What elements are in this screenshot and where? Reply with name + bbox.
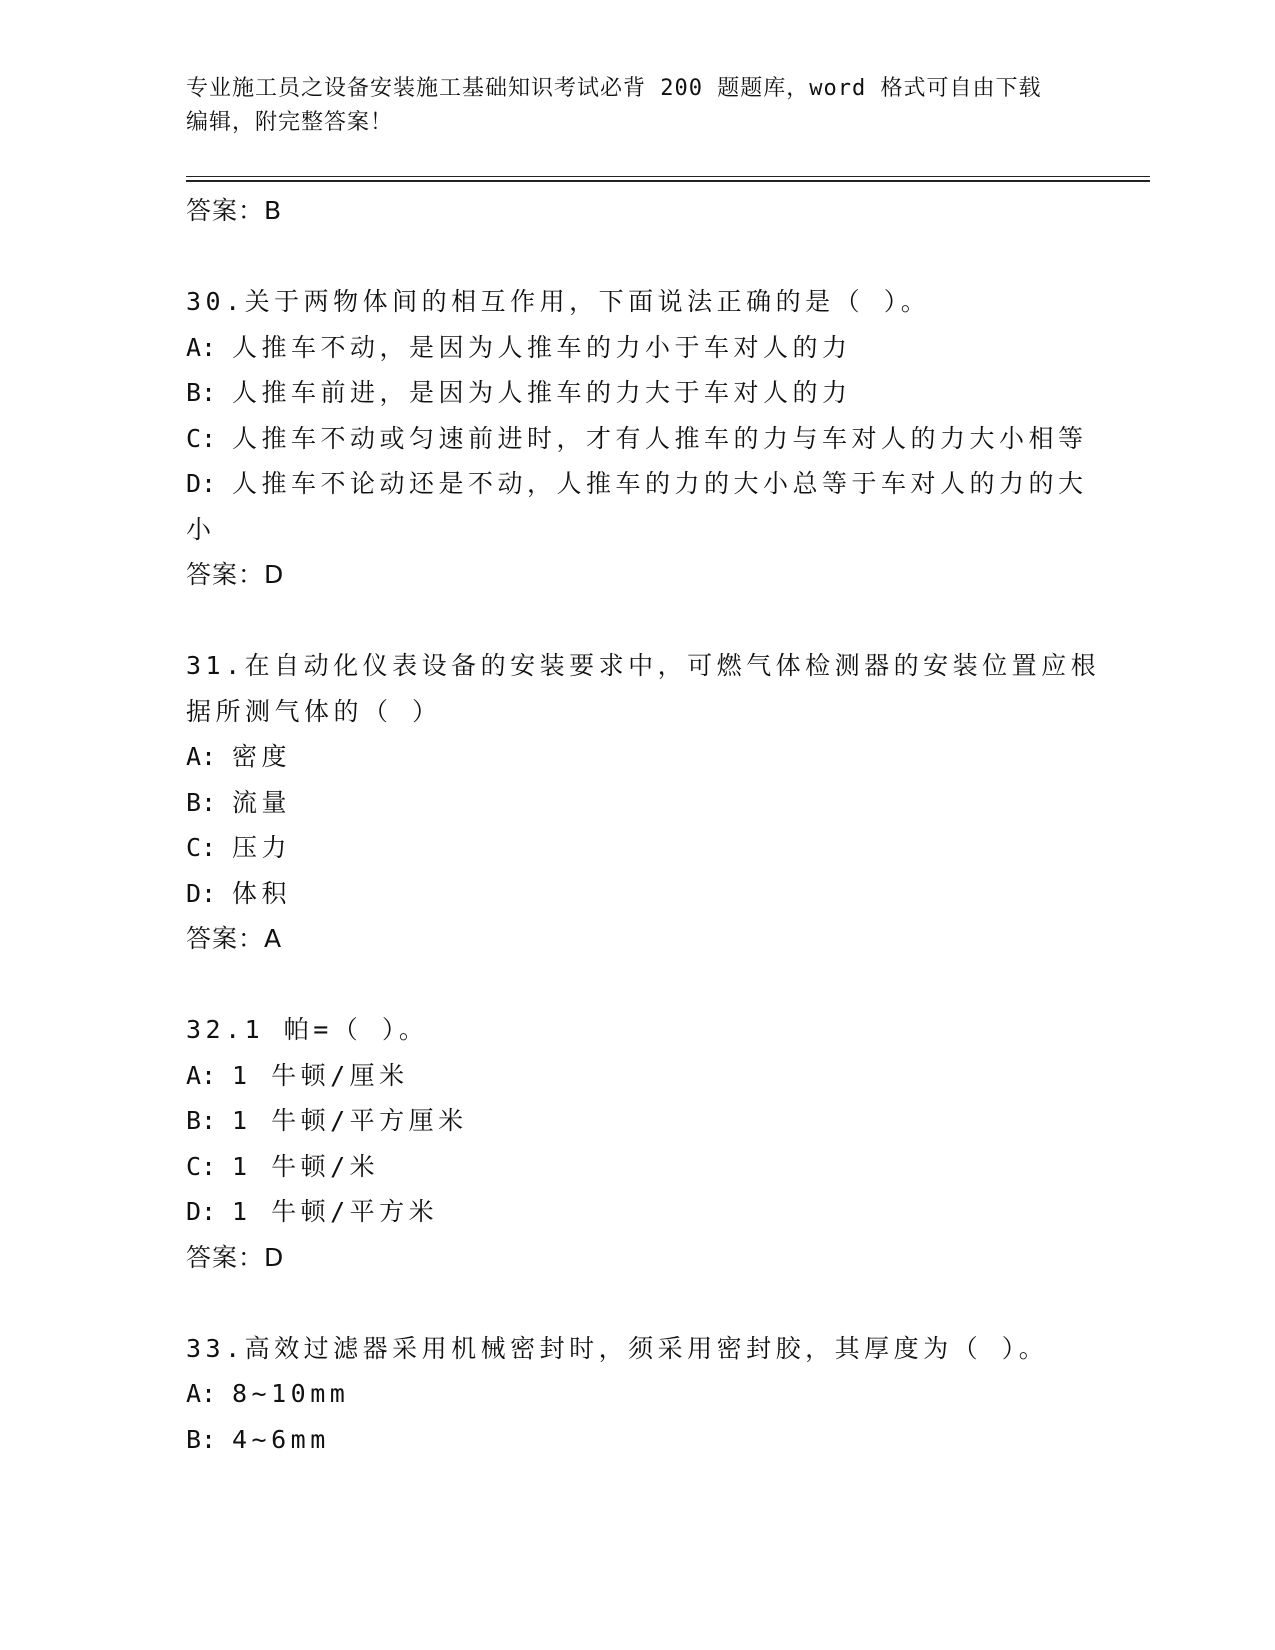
answer-text: 答案：B xyxy=(186,196,283,225)
option-d xyxy=(186,871,1076,917)
question-stem: 33.高效过滤器采用机械密封时，须采用密封胶，其厚度为（ ）。 xyxy=(186,1333,1049,1363)
option-c xyxy=(186,416,1088,462)
question-31 xyxy=(186,643,1101,962)
option-label: A: xyxy=(186,1379,217,1408)
option-text: 4~6mm xyxy=(232,1424,330,1454)
option-label: A: xyxy=(186,1060,217,1090)
option-c xyxy=(186,825,1076,871)
question-32 xyxy=(186,1007,1076,1280)
option-text: 压力 xyxy=(232,833,292,862)
answer-text: 答案：D xyxy=(186,1242,285,1272)
option-label: C: xyxy=(186,1151,217,1181)
question-33 xyxy=(186,1326,1076,1463)
option-text: 1 牛顿/米 xyxy=(232,1151,380,1181)
option-label: C: xyxy=(186,423,217,453)
question-stem: 32.1 帕=（ ）。 xyxy=(186,1015,429,1044)
option-b xyxy=(186,780,1076,826)
option-text: 密度 xyxy=(232,742,292,771)
question-stem-line-1: 31.在自动化仪表设备的安装要求中，可燃气体检测器的安装位置应根 xyxy=(186,651,1101,680)
option-text: 人推车不动，是因为人推车的力小于车对人的力 xyxy=(232,332,852,362)
option-a xyxy=(186,1053,1076,1099)
option-label: D: xyxy=(186,1197,217,1226)
option-text: 1 牛顿/平方厘米 xyxy=(232,1106,468,1135)
option-b xyxy=(186,1098,1076,1144)
option-label: B: xyxy=(186,1106,217,1135)
answer-text: 答案：A xyxy=(186,924,283,953)
option-a xyxy=(186,734,1076,780)
option-label: D: xyxy=(186,469,217,498)
option-text: 人推车不论动还是不动，人推车的力的大小总等于车对人的力的大 xyxy=(232,469,1088,498)
option-label: B: xyxy=(186,1424,217,1454)
option-c xyxy=(186,1144,1076,1190)
option-text: 人推车前进，是因为人推车的力大于车对人的力 xyxy=(232,378,852,407)
header-line-2: 编辑，附完整答案！ xyxy=(186,110,394,135)
document-header xyxy=(186,72,1066,140)
option-a xyxy=(186,325,1076,371)
header-line-1: 专业施工员之设备安装施工基础知识考试必背 200 题题库，word 格式可自由下载 xyxy=(186,76,1042,101)
option-d-continuation: 小 xyxy=(186,514,216,544)
option-text: 流量 xyxy=(232,787,292,817)
option-a xyxy=(186,1371,1076,1417)
option-text: 人推车不动或匀速前进时，才有人推车的力与车对人的力大小相等 xyxy=(232,423,1088,453)
answer-text: 答案：D xyxy=(186,560,285,589)
option-text: 8~10mm xyxy=(232,1379,350,1408)
option-text: 1 牛顿/厘米 xyxy=(232,1060,409,1090)
option-text: 1 牛顿/平方米 xyxy=(232,1197,439,1226)
option-label: A: xyxy=(186,332,217,362)
option-label: C: xyxy=(186,833,217,862)
option-d xyxy=(186,461,1088,507)
option-b xyxy=(186,370,1076,416)
option-label: A: xyxy=(186,742,217,771)
question-list xyxy=(186,188,1101,1462)
option-label: D: xyxy=(186,878,217,908)
option-label: B: xyxy=(186,787,217,817)
option-b xyxy=(186,1417,1076,1463)
option-d xyxy=(186,1189,1076,1235)
option-text: 体积 xyxy=(232,878,292,908)
option-label: B: xyxy=(186,378,217,407)
header-rule-thick xyxy=(186,180,1150,182)
question-stem: 30.关于两物体间的相互作用，下面说法正确的是（ ）。 xyxy=(186,287,931,316)
question-stem-line-2: 据所测气体的（ ） xyxy=(186,696,442,726)
question-30 xyxy=(186,279,1088,598)
header-rule-thin xyxy=(186,176,1150,177)
